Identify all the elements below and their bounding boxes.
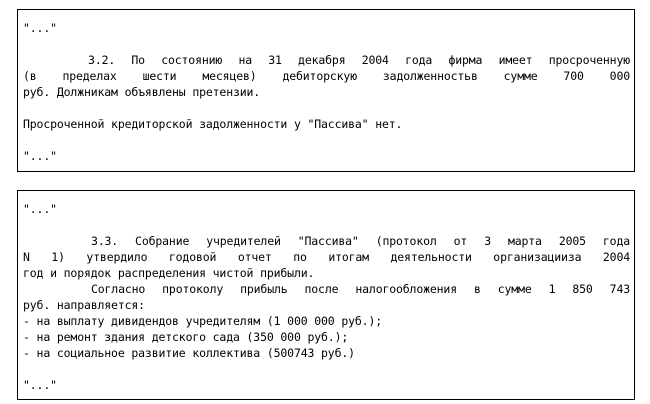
paragraph-line: руб. Должникам объявлены претензии. (23, 85, 261, 99)
quote-ellipsis-open: "..." (23, 21, 57, 35)
paragraph-line: 3.2. По состоянию на 31 декабря 2004 года фирма имеет просроченную (23, 53, 630, 67)
list-item: - на ремонт здания детского сада (350 000 руб.); (23, 330, 349, 344)
paragraph-line: N 1) утвердило годовой отчет по итогам деятельности организацииза 2004 (23, 250, 630, 264)
paragraph-line: Согласно протоколу прибыль после налогообложения в сумме 1 850 743 (23, 282, 630, 296)
paragraph-line: год и порядок распределения чистой прибыли. (23, 266, 315, 280)
quote-ellipsis-close: "..." (23, 378, 57, 392)
quote-ellipsis-close: "..." (23, 149, 57, 163)
list-item: - на выплату дивидендов учредителям (1 000 000 руб.); (23, 314, 383, 328)
excerpt-box-3-2 (17, 9, 635, 172)
paragraph-line: (в пределах шести месяцев) дебиторскую задолженностьв сумме 700 000 (23, 69, 630, 83)
list-item: - на социальное развитие коллектива (500743 руб.) (23, 346, 355, 360)
quote-ellipsis-open: "..." (23, 202, 57, 216)
paragraph-line: 3.3. Собрание учредителей "Пассива" (протокол от 3 марта 2005 года (23, 234, 630, 248)
paragraph-line: Просроченной кредиторской задолженности у "Пассива" нет. (23, 117, 403, 131)
paragraph-line: руб. направляется: (23, 298, 145, 312)
excerpt-box-3-3 (17, 190, 635, 400)
